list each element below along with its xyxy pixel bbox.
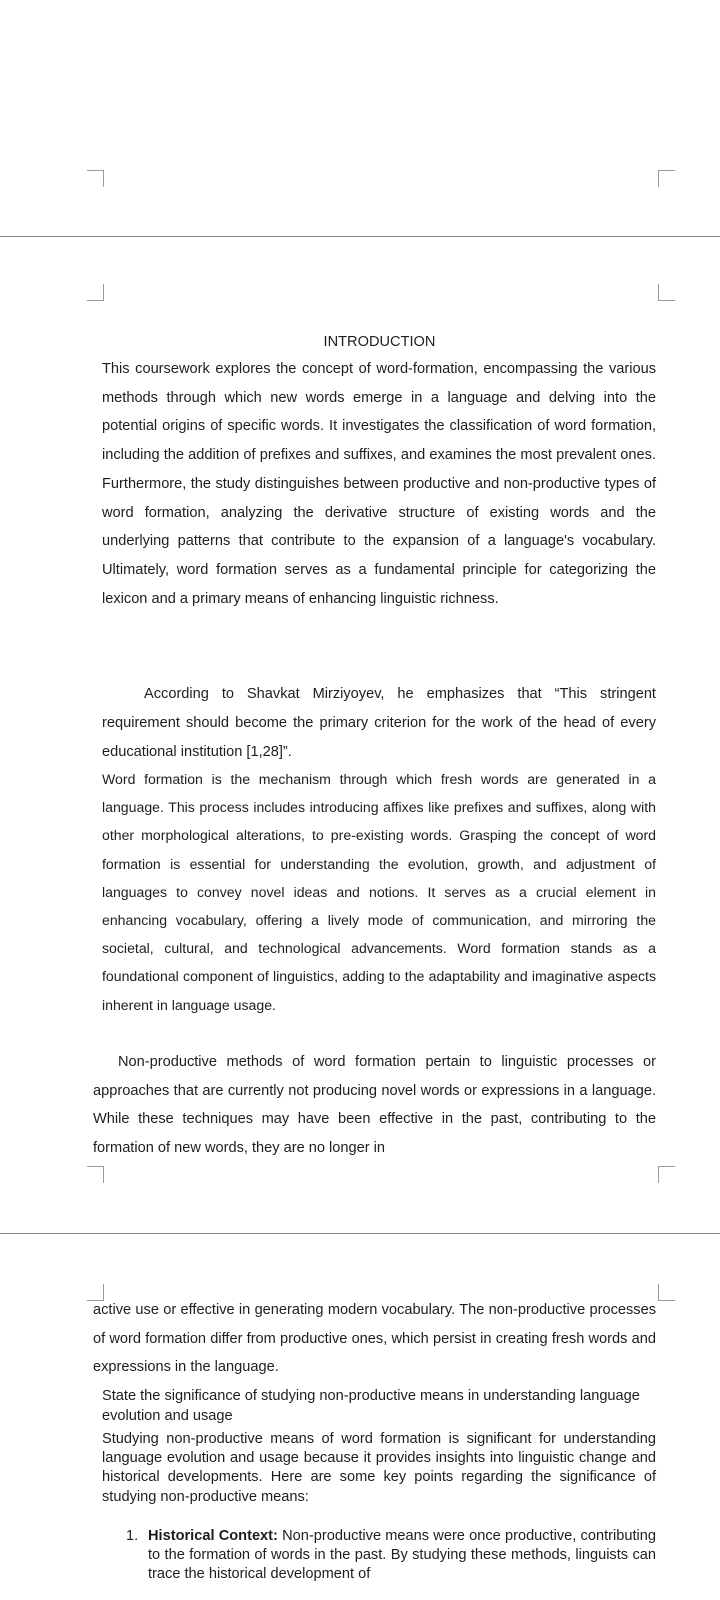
page-break — [0, 1233, 720, 1234]
list-item-text: Non-productive means were once productive, contributing to the formation of words in the past. By studying these methods, linguists can trace the historical development of — [148, 1528, 657, 1582]
section-heading: State the significance of studying non-productive means in understanding language evolution and usage — [102, 1388, 640, 1424]
page-break — [0, 236, 720, 237]
list-number: 1. — [126, 1528, 139, 1544]
non-productive-paragraph: Non-productive methods of word formation pertain to linguistic processes or approaches that are currently not producing novel words or expressions in a language. While these techniques may have been effective in the past, contributing to the formation of new words, they are no longer in — [93, 1054, 656, 1157]
significance-paragraph: Studying non-productive means of word formation is significant for understanding language evolution and usage because it provides insights into linguistic change and historical developments. Here are some key points regarding the significance of studying non-productive means: — [102, 1431, 656, 1505]
crop-mark-bottom-left — [87, 1166, 104, 1183]
crop-mark-top-left — [87, 284, 104, 301]
crop-mark-top-right — [658, 284, 675, 301]
crop-mark-top-right — [658, 170, 675, 187]
intro-paragraph: This coursework explores the concept of word-formation, encompassing the various methods through which new words emerge in a language and delving into the potential origins of specific words. It investigates the classification of word formation, including the addition of prefixes and suffixes, and examines the most prevalent ones. Furthermore, the study distinguishes between productive and non-productive types of word formation, analyzing the derivative structure of existing words and the underlying patterns that contribute to the expansion of a language's vocabulary. Ultimately, word formation serves as a fundamental principle for categorizing the lexicon and a primary means of enhancing linguistic richness. — [102, 361, 656, 607]
quote-paragraph: According to Shavkat Mirziyoyev, he emphasizes that “This stringent requirement should become the primary criterion for the work of the head of every educational institution [1,28]”. — [102, 686, 656, 760]
list-item-label: Historical Context: — [148, 1528, 283, 1544]
crop-mark-top-left — [87, 170, 104, 187]
crop-mark-bottom-right — [658, 1166, 675, 1183]
word-formation-paragraph: Word formation is the mechanism through which fresh words are generated in a language. This process includes introducing affixes like prefixes and suffixes, along with other morphological alterations, to pre-existing words. Grasping the concept of word formation is essential for understanding the evolution, growth, and adjustment of languages to convey novel ideas and notions. It serves as a crucial element in enhancing vocabulary, offering a lively mode of communication, and mirroring the societal, cultural, and technological advancements. Word formation stands as a foundational component of linguistics, adding to the adaptability and imaginative aspects inherent in language usage. — [102, 771, 656, 1013]
continuation-paragraph: active use or effective in generating modern vocabulary. The non-productive processes of word formation differ from productive ones, which persist in creating fresh words and expressions in the language. — [93, 1302, 656, 1376]
crop-mark-top-right — [658, 1284, 675, 1301]
list-item — [126, 1527, 657, 1584]
page-title: INTRODUCTION — [323, 334, 436, 350]
